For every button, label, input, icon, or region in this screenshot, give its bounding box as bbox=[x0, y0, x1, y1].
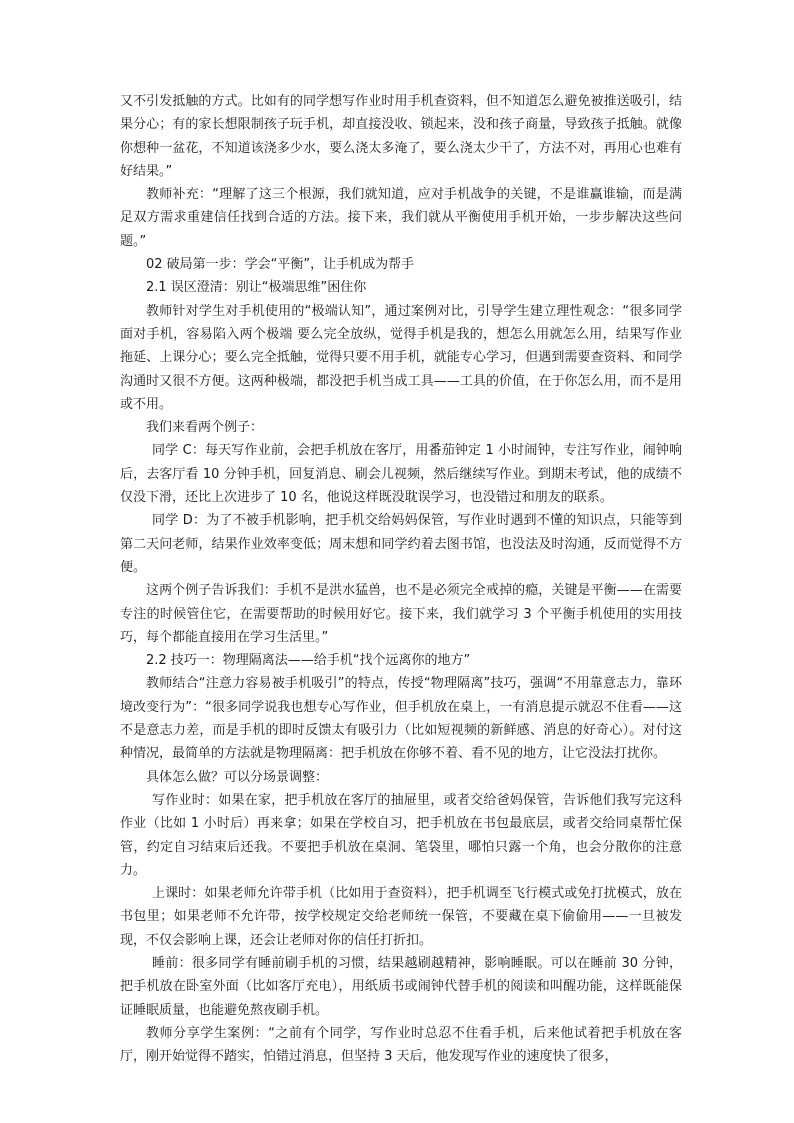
paragraph-homework-scenario: 写作业时：如果在家，把手机放在客厅的抽屉里，或者交给爸妈保管，告诉他们我写完这科作业（比如 1 小时后）再来拿；如果在学校自习，把手机放在书包最底层，或者交给同桌帮忙保管，约定自习结束后还我。不要把手机放在桌洞、笔袋里，哪怕只露一个角，也会分散你的注意力。 bbox=[120, 792, 682, 878]
subsection-heading-2-2: 2.2 技巧一：物理隔离法——给手机“找个远离你的地方” bbox=[146, 653, 471, 669]
paragraph-examples-conclusion: 这两个例子告诉我们：手机不是洪水猛兽，也不是必须完全戒掉的瘾，关键是平衡——在需要专注的时候管住它，在需要帮助的时候用好它。接下来，我们就学习 3 个平衡手机使用的实用技巧，每个都能直接用在学习生活里。” bbox=[120, 583, 682, 645]
paragraph-student-c: 同学 C：每天写作业前，会把手机放在客厅，用番茄钟定 1 小时闹钟，专注写作业，闹钟响后，去客厅看 10 分钟手机，回复消息、刷会儿视频，然后继续写作业。到期末考试，他的成绩不仅没下滑，还比上次进步了 10 名，他说这样既没耽误学习，也没错过和朋友的联系。 bbox=[120, 443, 682, 506]
paragraph-scenarios-intro: 具体怎么做？可以分场景调整： bbox=[146, 769, 329, 785]
paragraph-bedtime-scenario: 睡前：很多同学有睡前刷手机的习惯，结果越刷越精神，影响睡眠。可以在睡前 30 分钟，把手机放在卧室外面（比如客厅充电），用纸质书或闹钟代替手机的阅读和叫醒功能，这样既能保证睡眠质量，也能避免熬夜刷手机。 bbox=[120, 955, 682, 1018]
paragraph-two-examples-intro: 我们来看两个例子： bbox=[146, 420, 264, 436]
section-heading-02: 02 破局第一步：学会“平衡”，让手机成为帮手 bbox=[146, 257, 415, 273]
paragraph-extreme-thinking: 教师针对学生对手机使用的“极端认知”，通过案例对比，引导学生建立理性观念：“很多同学面对手机，容易陷入两个极端 要么完全放纵，觉得手机是我的，想怎么用就怎么用，结果写作业拖延、上课分心；要么完全抵触，觉得只要不用手机，就能专心学习，但遇到需要查资料、和同学沟通时又很不方便。这两种极端，都没把手机当成工具——工具的价值，在于你怎么用，而不是用或不用。 bbox=[120, 303, 682, 412]
paragraph-physical-isolation: 教师结合“注意力容易被手机吸引”的特点，传授“物理隔离”技巧，强调“不用靠意志力，靠环境改变行为”：“很多同学说我也想专心写作业，但手机放在桌上，一有消息提示就忍不住看——这不是意志力差，而是手机的即时反馈太有吸引力（比如短视频的新鲜感、消息的好奇心）。对付这种情况，最简单的方法就是物理隔离：把手机放在你够不着、看不见的地方，让它没法打扰你。 bbox=[120, 676, 682, 762]
subsection-heading-2-1: 2.1 误区澄清：别让“极端思维”困住你 bbox=[146, 280, 367, 296]
paragraph-student-case: 教师分享学生案例：“之前有个同学，写作业时总忍不住看手机，后来他试着把手机放在客厅，刚开始觉得不踏实，怕错过消息，但坚持 3 天后，他发现写作业的速度快了很多， bbox=[120, 1025, 682, 1065]
paragraph-teacher-supplement: 教师补充：“理解了这三个根源，我们就知道，应对手机战争的关键，不是谁赢谁输，而是满足双方需求重建信任找到合适的方法。接下来，我们就从平衡使用手机开始，一步步解决这些问题。” bbox=[120, 187, 682, 249]
document-page bbox=[120, 90, 682, 1068]
paragraph-class-scenario: 上课时：如果老师允许带手机（比如用于查资料），把手机调至飞行模式或免打扰模式，放在书包里；如果老师不允许带，按学校规定交给老师统一保管，不要藏在桌下偷偷用——一旦被发现，不仅会影响上课，还会让老师对你的信任打折扣。 bbox=[120, 886, 682, 948]
paragraph-student-d: 同学 D：为了不被手机影响，把手机交给妈妈保管，写作业时遇到不懂的知识点，只能等到第二天问老师，结果作业效率变低；周末想和同学约着去图书馆，也没法及时沟通，反而觉得不方便。 bbox=[120, 513, 682, 575]
paragraph-intro-continued: 又不引发抵触的方式。比如有的同学想写作业时用手机查资料，但不知道怎么避免被推送吸引，结果分心；有的家长想限制孩子玩手机，却直接没收、锁起来，没和孩子商量，导致孩子抵触。就像你想种一盆花，不知道该浇多少水，要么浇太多淹了，要么浇太少干了，方法不对，再用心也难有好结果。” bbox=[120, 94, 682, 179]
